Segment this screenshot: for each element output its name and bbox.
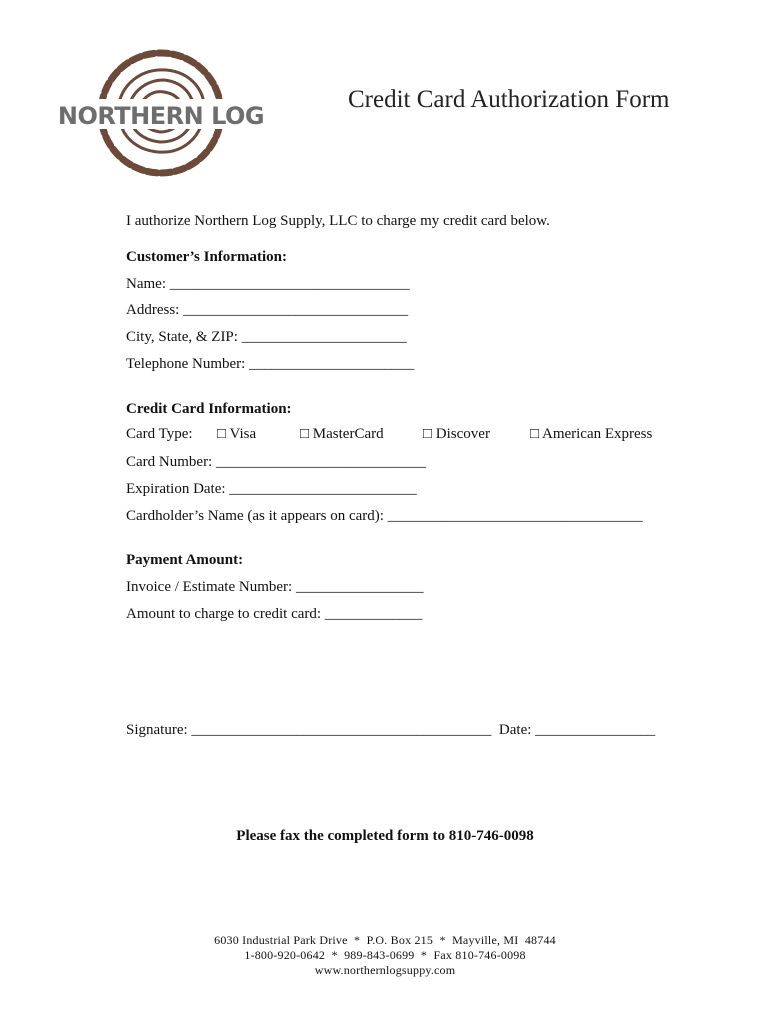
- payment-amount-heading: Payment Amount:: [126, 552, 244, 568]
- invoice-number-field[interactable]: Invoice / Estimate Number: _________________: [126, 579, 424, 595]
- telephone-field[interactable]: Telephone Number: ______________________: [126, 356, 415, 372]
- log-rings-icon: [57, 48, 265, 178]
- fax-instruction: Please fax the completed form to 810-746-0098: [236, 828, 534, 844]
- signature-date-field[interactable]: Signature: ________________________________________ Date: ________________: [126, 722, 656, 738]
- card-type-row: [126, 426, 686, 446]
- form-title: Credit Card Authorization Form: [348, 86, 670, 113]
- expiration-date-field[interactable]: Expiration Date: _________________________: [126, 481, 417, 497]
- visa-checkbox[interactable]: □ Visa: [217, 426, 257, 442]
- footer-address: 6030 Industrial Park Drive * P.O. Box 215 * Mayville, MI 48744: [214, 933, 556, 947]
- footer-website: www.northernlogsuppy.com: [314, 963, 456, 977]
- american-express-checkbox[interactable]: □ American Express: [530, 426, 653, 442]
- credit-card-info-heading: Credit Card Information:: [126, 401, 292, 417]
- logo-text: NORTHERN LOG: [57, 102, 265, 130]
- customer-info-heading: Customer’s Information:: [126, 249, 287, 265]
- charge-amount-field[interactable]: Amount to charge to credit card: _____________: [126, 606, 423, 622]
- authorization-statement: I authorize Northern Log Supply, LLC to charge my credit card below.: [126, 213, 550, 229]
- address-field[interactable]: Address: ______________________________: [126, 302, 409, 318]
- discover-checkbox[interactable]: □ Discover: [423, 426, 490, 442]
- card-type-label: Card Type:: [126, 426, 193, 442]
- footer: [0, 933, 770, 978]
- city-state-zip-field[interactable]: City, State, & ZIP: ______________________: [126, 329, 407, 345]
- card-number-field[interactable]: Card Number: ____________________________: [126, 454, 426, 470]
- name-field[interactable]: Name: ________________________________: [126, 276, 410, 292]
- mastercard-checkbox[interactable]: □ MasterCard: [300, 426, 384, 442]
- cardholder-name-field[interactable]: Cardholder’s Name (as it appears on card): __________________________________: [126, 508, 643, 524]
- northern-log-logo: [57, 48, 265, 178]
- footer-phones: 1-800-920-0642 * 989-843-0699 * Fax 810-746-0098: [244, 948, 526, 962]
